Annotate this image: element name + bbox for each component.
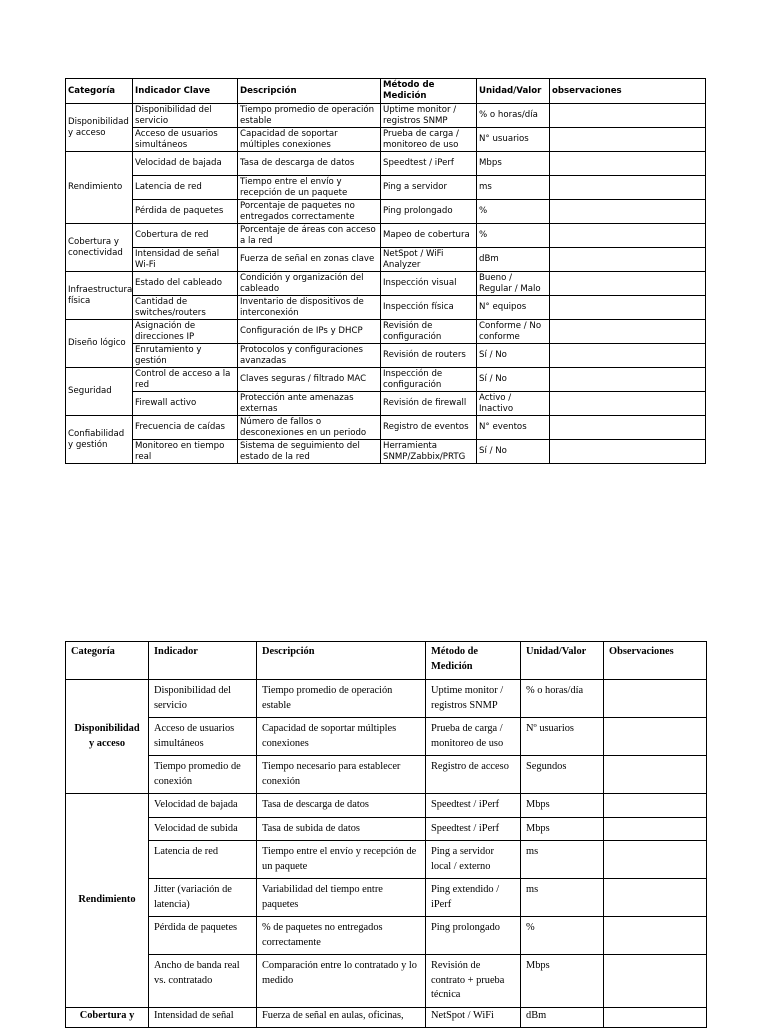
indicator-cell: Velocidad de bajada (149, 794, 257, 818)
indicator-cell: Estado del cableado (133, 272, 238, 296)
category-cell: Confiabilidad y gestión (66, 416, 133, 464)
observations-cell[interactable] (550, 320, 706, 344)
table-row (66, 817, 707, 841)
observations-cell[interactable] (550, 248, 706, 272)
unit-cell: % o horas/día (521, 680, 604, 718)
observations-cell[interactable] (550, 176, 706, 200)
description-cell: Tasa de subida de datos (257, 817, 426, 841)
table-row (66, 320, 706, 344)
unit-cell: ms (521, 879, 604, 917)
unit-cell: Mbps (521, 817, 604, 841)
observations-cell[interactable] (550, 392, 706, 416)
unit-cell: Mbps (521, 794, 604, 818)
header-categoria: Categoría (66, 79, 133, 104)
header-indicador: Indicador (149, 642, 257, 680)
indicator-cell: Acceso de usuarios simultáneos (133, 128, 238, 152)
indicator-cell: Disponibilidad del servicio (149, 680, 257, 718)
method-cell: Registro de acceso (426, 756, 521, 794)
observations-cell[interactable] (550, 128, 706, 152)
table-row (66, 440, 706, 464)
unit-cell: dBm (521, 1007, 604, 1028)
description-cell: Porcentaje de áreas con acceso a la red (238, 224, 381, 248)
table-row (66, 368, 706, 392)
method-cell: Speedtest / iPerf (426, 817, 521, 841)
indicator-cell: Monitoreo en tiempo real (133, 440, 238, 464)
description-cell: Tiempo entre el envío y recepción de un paquete (238, 176, 381, 200)
observations-cell[interactable] (550, 344, 706, 368)
method-cell: Ping extendido / iPerf (426, 879, 521, 917)
observations-cell[interactable] (604, 917, 707, 955)
category-cell: Rendimiento (66, 794, 149, 1008)
description-cell: Protocolos y configuraciones avanzadas (238, 344, 381, 368)
observations-cell[interactable] (550, 152, 706, 176)
header-metodo: Método de Medición (381, 79, 477, 104)
table-row (66, 272, 706, 296)
description-cell: Variabilidad del tiempo entre paquetes (257, 879, 426, 917)
observations-cell[interactable] (550, 272, 706, 296)
table-row (66, 718, 707, 756)
method-cell: Uptime monitor / registros SNMP (426, 680, 521, 718)
description-cell: Tiempo promedio de operación estable (238, 104, 381, 128)
unit-cell: Sí / No (477, 344, 550, 368)
indicator-cell: Enrutamiento y gestión (133, 344, 238, 368)
observations-cell[interactable] (604, 794, 707, 818)
description-cell: Comparación entre lo contratado y lo medido (257, 955, 426, 1008)
description-cell: Tiempo entre el envío y recepción de un paquete (257, 841, 426, 879)
observations-cell[interactable] (604, 879, 707, 917)
method-cell: Uptime monitor / registros SNMP (381, 104, 477, 128)
table-row (66, 917, 707, 955)
method-cell: Inspección de configuración (381, 368, 477, 392)
description-cell: % de paquetes no entregados correctamente (257, 917, 426, 955)
method-cell: NetSpot / WiFi (426, 1007, 521, 1028)
unit-cell: Conforme / No conforme (477, 320, 550, 344)
description-cell: Tiempo necesario para establecer conexión (257, 756, 426, 794)
table-row (66, 200, 706, 224)
table-row (66, 1007, 707, 1028)
table-row (66, 296, 706, 320)
observations-cell[interactable] (604, 955, 707, 1008)
unit-cell: Segundos (521, 756, 604, 794)
category-cell: Seguridad (66, 368, 133, 416)
description-cell: Sistema de seguimiento del estado de la red (238, 440, 381, 464)
table-row (66, 955, 707, 1008)
method-cell: Ping prolongado (426, 917, 521, 955)
header-unidad: Unidad/Valor (477, 79, 550, 104)
description-cell: Número de fallos o desconexiones en un periodo (238, 416, 381, 440)
indicator-cell: Jitter (variación de latencia) (149, 879, 257, 917)
indicators-table-compact (65, 78, 706, 464)
observations-cell[interactable] (604, 817, 707, 841)
category-cell: Diseño lógico (66, 320, 133, 368)
table-row (66, 176, 706, 200)
indicator-cell: Intensidad de señal Wi-Fi (133, 248, 238, 272)
table-row (66, 392, 706, 416)
observations-cell[interactable] (550, 200, 706, 224)
table-row (66, 152, 706, 176)
observations-cell[interactable] (604, 718, 707, 756)
unit-cell: ms (521, 841, 604, 879)
indicator-cell: Cantidad de switches/routers (133, 296, 238, 320)
category-cell: Disponibilidad y acceso (66, 680, 149, 794)
unit-cell: N° eventos (477, 416, 550, 440)
unit-cell: N° equipos (477, 296, 550, 320)
header-descripcion: Descripción (257, 642, 426, 680)
description-cell: Fuerza de señal en aulas, oficinas, (257, 1007, 426, 1028)
unit-cell: Nº usuarios (521, 718, 604, 756)
indicator-cell: Intensidad de señal (149, 1007, 257, 1028)
category-cell: Rendimiento (66, 152, 133, 224)
indicator-cell: Ancho de banda real vs. contratado (149, 955, 257, 1008)
indicators-table-detailed (65, 641, 707, 1028)
method-cell: Speedtest / iPerf (381, 152, 477, 176)
method-cell: NetSpot / WiFi Analyzer (381, 248, 477, 272)
unit-cell: Mbps (477, 152, 550, 176)
unit-cell: Sí / No (477, 368, 550, 392)
description-cell: Claves seguras / filtrado MAC (238, 368, 381, 392)
observations-cell[interactable] (550, 296, 706, 320)
method-cell: Ping a servidor (381, 176, 477, 200)
indicator-cell: Frecuencia de caídas (133, 416, 238, 440)
table-header-row (66, 79, 706, 104)
table-header-row (66, 642, 707, 680)
table-row (66, 794, 707, 818)
method-cell: Herramienta SNMP/Zabbix/PRTG (381, 440, 477, 464)
table-row (66, 224, 706, 248)
header-descripcion: Descripción (238, 79, 381, 104)
unit-cell: % o horas/día (477, 104, 550, 128)
table-row (66, 344, 706, 368)
method-cell: Ping a servidor local / externo (426, 841, 521, 879)
method-cell: Revisión de routers (381, 344, 477, 368)
unit-cell: % (477, 200, 550, 224)
header-unidad: Unidad/Valor (521, 642, 604, 680)
unit-cell: ms (477, 176, 550, 200)
description-cell: Tasa de descarga de datos (238, 152, 381, 176)
indicator-cell: Pérdida de paquetes (133, 200, 238, 224)
observations-cell[interactable] (550, 104, 706, 128)
method-cell: Inspección física (381, 296, 477, 320)
header-observaciones: observaciones (550, 79, 706, 104)
method-cell: Speedtest / iPerf (426, 794, 521, 818)
table-row (66, 841, 707, 879)
unit-cell: dBm (477, 248, 550, 272)
category-cell: Infraestructura física (66, 272, 133, 320)
unit-cell: % (521, 917, 604, 955)
indicator-cell: Cobertura de red (133, 224, 238, 248)
indicator-cell: Pérdida de paquetes (149, 917, 257, 955)
method-cell: Ping prolongado (381, 200, 477, 224)
method-cell: Revisión de configuración (381, 320, 477, 344)
method-cell: Prueba de carga / monitoreo de uso (426, 718, 521, 756)
description-cell: Capacidad de soportar múltiples conexiones (257, 718, 426, 756)
unit-cell: N° usuarios (477, 128, 550, 152)
description-cell: Protección ante amenazas externas (238, 392, 381, 416)
unit-cell: Mbps (521, 955, 604, 1008)
header-observaciones: Observaciones (604, 642, 707, 680)
indicator-cell: Tiempo promedio de conexión (149, 756, 257, 794)
observations-cell[interactable] (604, 841, 707, 879)
table-row (66, 104, 706, 128)
method-cell: Prueba de carga / monitoreo de uso (381, 128, 477, 152)
description-cell: Tiempo promedio de operación estable (257, 680, 426, 718)
description-cell: Configuración de IPs y DHCP (238, 320, 381, 344)
description-cell: Fuerza de señal en zonas clave (238, 248, 381, 272)
observations-cell[interactable] (550, 440, 706, 464)
description-cell: Condición y organización del cableado (238, 272, 381, 296)
header-indicador: Indicador Clave (133, 79, 238, 104)
indicator-cell: Control de acceso a la red (133, 368, 238, 392)
indicator-cell: Latencia de red (149, 841, 257, 879)
observations-cell[interactable] (550, 224, 706, 248)
method-cell: Registro de eventos (381, 416, 477, 440)
method-cell: Revisión de contrato + prueba técnica (426, 955, 521, 1008)
indicator-cell: Latencia de red (133, 176, 238, 200)
header-categoria: Categoría (66, 642, 149, 680)
table-row (66, 680, 707, 718)
indicator-cell: Disponibilidad del servicio (133, 104, 238, 128)
table-row (66, 128, 706, 152)
indicator-cell: Velocidad de bajada (133, 152, 238, 176)
description-cell: Capacidad de soportar múltiples conexiones (238, 128, 381, 152)
observations-cell[interactable] (550, 368, 706, 392)
observations-cell[interactable] (604, 756, 707, 794)
description-cell: Porcentaje de paquetes no entregados correctamente (238, 200, 381, 224)
unit-cell: Activo / Inactivo (477, 392, 550, 416)
method-cell: Inspección visual (381, 272, 477, 296)
observations-cell[interactable] (550, 416, 706, 440)
indicator-cell: Velocidad de subida (149, 817, 257, 841)
description-cell: Tasa de descarga de datos (257, 794, 426, 818)
category-cell: Cobertura y conectividad (66, 224, 133, 272)
unit-cell: Sí / No (477, 440, 550, 464)
observations-cell[interactable] (604, 680, 707, 718)
header-metodo: Método de Medición (426, 642, 521, 680)
unit-cell: Bueno / Regular / Malo (477, 272, 550, 296)
table-row (66, 879, 707, 917)
indicator-cell: Acceso de usuarios simultáneos (149, 718, 257, 756)
observations-cell[interactable] (604, 1007, 707, 1028)
indicator-cell: Asignación de direcciones IP (133, 320, 238, 344)
method-cell: Mapeo de cobertura (381, 224, 477, 248)
category-cell: Disponibilidad y acceso (66, 104, 133, 152)
description-cell: Inventario de dispositivos de interconexión (238, 296, 381, 320)
unit-cell: % (477, 224, 550, 248)
table-row (66, 248, 706, 272)
indicator-cell: Firewall activo (133, 392, 238, 416)
category-cell: Cobertura y (66, 1007, 149, 1028)
table-row (66, 756, 707, 794)
method-cell: Revisión de firewall (381, 392, 477, 416)
table-row (66, 416, 706, 440)
